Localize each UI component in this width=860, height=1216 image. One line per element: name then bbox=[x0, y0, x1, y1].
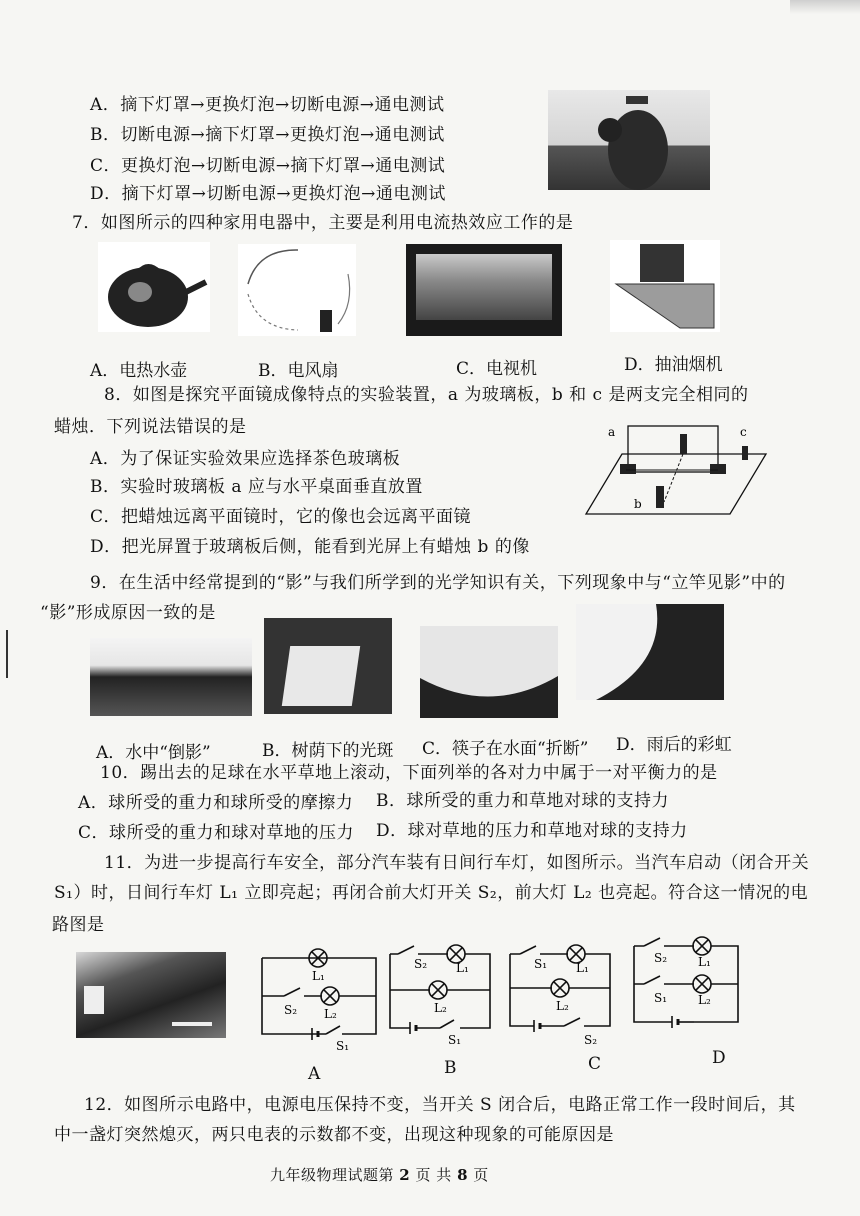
q7-choice-c: C．电视机 bbox=[456, 359, 538, 379]
circuit-c-s1: S₁ bbox=[534, 957, 548, 971]
q9-choice-a: A．水中“倒影” bbox=[96, 743, 211, 763]
q7-fan-image bbox=[238, 244, 356, 336]
scan-corner bbox=[790, 0, 860, 14]
circuit-a-s2: S₂ bbox=[284, 1003, 298, 1017]
q11-car-photo bbox=[76, 952, 226, 1038]
circuit-c-s2: S₂ bbox=[584, 1033, 598, 1047]
circuit-c-l1: L₁ bbox=[576, 961, 589, 975]
circuit-c-l2: L₂ bbox=[556, 999, 569, 1013]
footer-prefix: 九年级物理试题第 bbox=[270, 1166, 395, 1184]
footer-page: 2 bbox=[399, 1166, 411, 1184]
page-footer bbox=[270, 1164, 489, 1186]
q11-stem-line3: 路图是 bbox=[52, 915, 105, 935]
q11-circuit-d bbox=[624, 932, 748, 1044]
q7-tv-image bbox=[406, 244, 562, 336]
q7-kettle-image bbox=[98, 242, 210, 332]
q12-stem-line1: 12．如图所示电路中，电源电压保持不变，当开关 S 闭合后，电路正常工作一段时间后，其 bbox=[84, 1095, 796, 1115]
q8-label-b: b bbox=[634, 497, 642, 511]
q6-option-b: B．切断电源→摘下灯罩→更换灯泡→通电测试 bbox=[90, 125, 445, 145]
circuit-a-l2: L₂ bbox=[324, 1007, 337, 1021]
footer-suffix: 页 bbox=[473, 1166, 489, 1184]
q11-label-c: C bbox=[588, 1054, 602, 1074]
circuit-b-s2: S₂ bbox=[414, 957, 428, 971]
circuit-d-l2: L₂ bbox=[698, 993, 711, 1007]
circuit-a-l1: L₁ bbox=[312, 969, 325, 983]
q10-option-a: A．球所受的重力和球所受的摩擦力 bbox=[78, 793, 354, 813]
circuit-a-s1: S₁ bbox=[336, 1039, 350, 1053]
circuit-d-l1: L₁ bbox=[698, 955, 711, 969]
q8-option-c: C．把蜡烛远离平面镜时，它的像也会远离平面镜 bbox=[90, 507, 472, 527]
q8-option-a: A．为了保证实验效果应选择茶色玻璃板 bbox=[90, 449, 401, 469]
q8-label-a: a bbox=[608, 425, 616, 439]
q7-choice-b: B．电风扇 bbox=[258, 361, 339, 381]
q9-stem-line2: “影”形成原因一致的是 bbox=[40, 603, 216, 623]
q9-choice-c: C．筷子在水面“折断” bbox=[422, 739, 589, 759]
q10-option-c: C．球所受的重力和球对草地的压力 bbox=[78, 823, 355, 843]
circuit-b-l2: L₂ bbox=[434, 1001, 447, 1015]
q8-option-d: D．把光屏置于玻璃板后侧，能看到光屏上有蜡烛 b 的像 bbox=[90, 537, 530, 557]
q6-photo bbox=[548, 90, 710, 190]
q11-circuit-a bbox=[252, 946, 386, 1056]
q8-mirror-diagram bbox=[582, 414, 772, 526]
circuit-d-s1: S₁ bbox=[654, 991, 668, 1005]
q9-chopsticks-image bbox=[420, 626, 558, 718]
q11-stem-line2: S₁）时，日间行车灯 L₁ 立即亮起；再闭合前大灯开关 S₂，前大灯 L₂ 也亮起。符合这一情况的电 bbox=[54, 883, 809, 903]
q11-label-b: B bbox=[444, 1058, 457, 1078]
q11-label-a: A bbox=[308, 1064, 321, 1084]
q9-choice-d: D．雨后的彩虹 bbox=[616, 735, 732, 755]
q9-lightspot-image bbox=[264, 618, 392, 714]
q11-circuit-b bbox=[380, 938, 500, 1048]
footer-mid: 页 共 bbox=[415, 1166, 452, 1184]
q8-stem-line1: 8．如图是探究平面镜成像特点的实验装置，a 为玻璃板，b 和 c 是两支完全相同的 bbox=[104, 385, 749, 405]
q7-hood-image bbox=[610, 240, 720, 332]
q6-option-a: A．摘下灯罩→更换灯泡→切断电源→通电测试 bbox=[90, 95, 445, 115]
q11-stem-line1: 11．为进一步提高行车安全，部分汽车装有日间行车灯，如图所示。当汽车启动（闭合开关 bbox=[104, 853, 810, 873]
circuit-b-s1: S₁ bbox=[448, 1033, 462, 1047]
q7-choice-d: D．抽油烟机 bbox=[624, 355, 723, 375]
q8-label-c: c bbox=[740, 425, 747, 439]
q7-stem: 7．如图所示的四种家用电器中，主要是利用电流热效应工作的是 bbox=[72, 213, 574, 233]
q9-reflection-image bbox=[90, 638, 252, 716]
q11-label-d: D bbox=[712, 1048, 726, 1068]
scan-mark bbox=[6, 630, 8, 678]
q9-stem-line1: 9．在生活中经常提到的“影”与我们所学到的光学知识有关，下列现象中与“立竿见影”中的 bbox=[90, 573, 786, 593]
footer-total: 8 bbox=[457, 1166, 469, 1184]
q8-option-b: B．实验时玻璃板 a 应与水平桌面垂直放置 bbox=[90, 477, 423, 497]
q11-circuit-c bbox=[500, 936, 620, 1048]
circuit-b-l1: L₁ bbox=[456, 961, 469, 975]
q6-option-d: D．摘下灯罩→切断电源→更换灯泡→通电测试 bbox=[90, 184, 446, 204]
q6-option-c: C．更换灯泡→切断电源→摘下灯罩→通电测试 bbox=[90, 156, 446, 176]
circuit-d-s2: S₂ bbox=[654, 951, 668, 965]
q9-rainbow-image bbox=[576, 604, 724, 700]
q9-choice-b: B．树荫下的光斑 bbox=[262, 741, 394, 761]
q12-stem-line2: 中一盏灯突然熄灭，两只电表的示数都不变，出现这种现象的可能原因是 bbox=[54, 1125, 614, 1145]
q10-option-d: D．球对草地的压力和草地对球的支持力 bbox=[376, 821, 688, 841]
q10-option-b: B．球所受的重力和草地对球的支持力 bbox=[376, 791, 669, 811]
q10-stem: 10．踢出去的足球在水平草地上滚动，下面列举的各对力中属于一对平衡力的是 bbox=[100, 763, 718, 783]
q7-choice-a: A．电热水壶 bbox=[90, 361, 188, 381]
q8-stem-line2: 蜡烛．下列说法错误的是 bbox=[54, 417, 247, 437]
